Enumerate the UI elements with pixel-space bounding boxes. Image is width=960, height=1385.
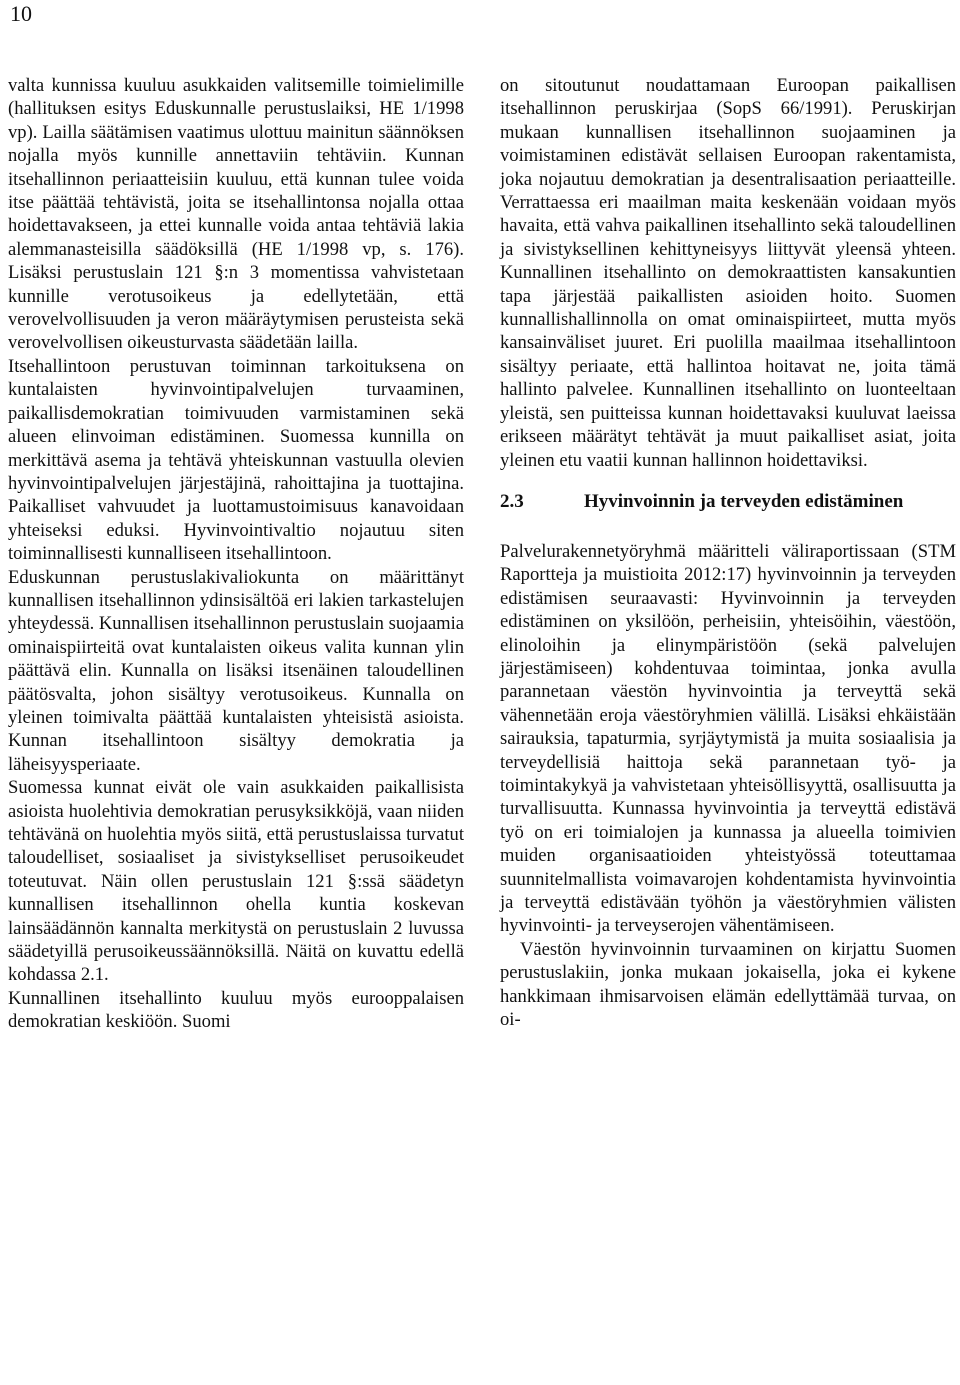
right-paragraph-3: Väestön hyvinvoinnin turvaaminen on kirjattu Suomen perustuslakiin, jonka mukaan jokaisella, joka ei kykene hankkimaan ihmisarvoisen elämän edellyttämää turvaa, on oi- — [500, 938, 956, 1031]
right-paragraph-2: Palvelurakennetyöryhmä määritteli väliraportissaan (STM Raportteja ja muistioita 2012:17) hyvinvoinnin ja terveyden edistämisen seuraavasti: Hyvinvoinnin ja terveyden edistäminen on yksilöön, perheisiin, yhteisöihin, väestöön, elinoloihin ja elinympäristöön (sekä palvelujen järjestämiseen) kohdentuvaa toimintaa, jonka avulla parannetaan väestön hyvinvointia ja terveyttä sekä vähennetään eroja väestöryhmien välillä. Lisäksi ehkäistään sairauksia, tapaturmia, syrjäytymistä ja muita sosiaalisia ja terveydellisiä haittoja sekä parannetaan työ- ja toimintakykyä ja vahvistetaan yhteisöllisyyttä, osallisuutta ja turvallisuutta. Kunnassa hyvinvointia ja terveyttä edistävä työ on eri toimialojen ja kunnassa ja alueella toimivien muiden organisaatioiden yhteistyössä toteuttamaa suunnitelmallista voimavarojen kohdentamista hyvinvointia ja terveyttä edistävään työhön ja väestöryhmien välisten hyvinvointi- ja terveyserojen vähentämiseen. — [500, 540, 956, 937]
page-number: 10 — [10, 1, 32, 26]
left-paragraph-3: Eduskunnan perustuslakivaliokunta on määrittänyt kunnallisen itsehallinnon ydinsisältöä eri lakien tarkastelujen yhteydessä. Kunnallisen itsehallinnon perustuslain suojaamia ominaispiirteitä ovat kuntalaisten oikeus valita kunnan ylin päättävä elin. Kunnalla on lisäksi itsenäinen taloudellinen päätösvalta, johon sisältyy verotusoikeus. Kunnalla on yleinen toimivalta päättää kuntalaisten yhteisistä asioista. Kunnan itsehallintoon sisältyy demokratia ja läheisyysperiaate. — [8, 566, 464, 775]
left-column — [8, 74, 464, 1034]
left-paragraph-4: Suomessa kunnat eivät ole vain asukkaiden paikallisista asioista huolehtivia demokratian perusyksikköjä, vaan niiden tehtävänä on huolehtia myös siitä, että perustuslaissa turvatut taloudelliset, sosiaaliset ja sivistykselliset perusoikeudet toteutuvat. Näin ollen perustuslain 121 §:ssä säädetyn kunnallisen itsehallinnon ohella kuntia koskevan lainsäädännön kannalta merkitystä on perustuslain 2 luvussa säädetyillä perusoikeussäännöksillä. Näitä on kuvattu edellä kohdassa 2.1. — [8, 777, 464, 986]
section-heading — [500, 490, 956, 514]
section-title: Hyvinvoinnin ja terveyden edistäminen — [584, 490, 904, 512]
section-number: 2.3 — [500, 490, 524, 512]
left-paragraph-5: Kunnallinen itsehallinto kuuluu myös eurooppalaisen demokratian keskiöön. Suomi — [8, 987, 464, 1033]
right-column — [500, 74, 956, 1031]
left-paragraph-2: Itsehallintoon perustuvan toiminnan tarkoituksena on kuntalaisten hyvinvointipalvelujen turvaaminen, paikallisdemokratian toimivuuden varmistaminen sekä alueen elinvoiman edistäminen. Suomessa kunnilla on merkittävä asema ja tehtävä yhteiskunnan vastuulla olevien hyvinvointipalvelujen järjestäjinä, rahoittajina ja tuottajina. Paikalliset vahvuudet ja luottamustoimisuus kanavoidaan yhteiseksi eduksi. Hyvinvointivaltio nojautuu siten toiminnallisesti kunnalliseen itsehallintoon. — [8, 355, 464, 565]
left-paragraph-1: valta kunnissa kuuluu asukkaiden valitsemille toimielimille (hallituksen esitys Eduskunnalle perustuslaiksi, HE 1/1998 vp). Lailla säätämisen vaatimus ulottuu mainitun säännöksen nojalla myös kunnille annettaviin tehtäviin. Kunnan itsehallinnon periaatteisiin kuuluu, että kunnan tulee voida itse päättää tehtävistä, joita se itsehallintonsa nojalla ottaa hoidettavakseen, ja ettei kunnalle voida antaa tehtäviä lakia alemmanasteisilla säädöksillä (HE 1/1998 vp, s. 176). Lisäksi perustuslain 121 §:n 3 momentissa vahvistetaan kunnille verotusoikeus ja edellytetään, että verovelvollisuuden ja veron määräytymisen perusteista sekä verovelvollisen oikeusturvasta säädetään lailla. — [8, 75, 464, 354]
right-paragraph-1: on sitoutunut noudattamaan Euroopan paikallisen itsehallinnon peruskirjaa (SopS 66/1991). Peruskirjan mukaan kunnallisen itsehallinnon suojaaminen ja voimistaminen edistävät sellaisen Euroopan rakentamista, joka nojautuu demokratian ja desentralisaation periaatteille. Verrattaessa eri maailman maita keskenään voidaan myös havaita, että vahva paikallinen itsehallinto sekä taloudellinen ja sivistyksellinen kehittyneisyys liittyvät yleensä yhteen. Kunnallinen itsehallinto on demokraattisten kansakuntien tapa järjestää paikallisten asioiden hoito. Suomen kunnallishallinnolla on omat ominaispiirteet, mutta myös kansainväliset juuret. Eri puolilla maailmaa itsehallintoon sisältyy periaate, että hallintoa hoitavat ne, joita tämä hallinto palvelee. Kunnallinen itsehallinto on luonteeltaan yleistä, sen puitteissa kunnan hoidettavaksi kuuluvat laeissa erikseen määrätyt tehtävät ja muut paikalliset asiat, joita yleinen etu vaatii kunnan hallinnon hoidettaviksi. — [500, 75, 956, 471]
